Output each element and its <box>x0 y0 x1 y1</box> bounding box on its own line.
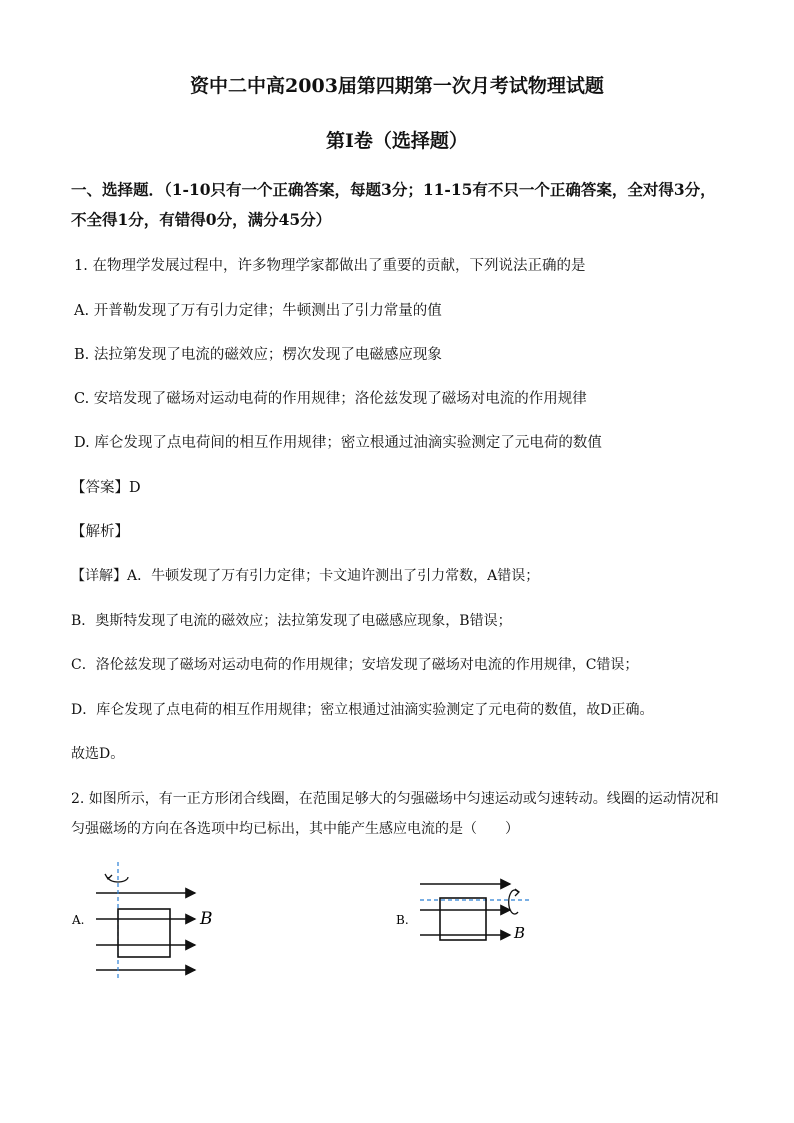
question-1-conclusion: 故选D。 <box>71 746 125 762</box>
question-1-analysis-label: 【解析】 <box>71 524 129 540</box>
question-1-stem: 1. 在物理学发展过程中，许多物理学家都做出了重要的贡献，下列说法正确的是 <box>74 258 586 274</box>
square-coil <box>118 909 170 957</box>
question-2-stem-line1: 2. 如图所示，有一正方形闭合线圈，在范围足够大的匀强磁场中匀速运动或匀速转动。线圈的运动情况和 <box>71 791 719 807</box>
figure-b-label: B. <box>396 913 409 927</box>
question-1-option-a: A. 开普勒发现了万有引力定律；牛顿测出了引力常量的值 <box>74 303 442 319</box>
question-1-answer: 【答案】D <box>71 480 141 496</box>
question-1-detail-a: 【详解】A．牛顿发现了万有引力定律；卡文迪许测出了引力常数，A错误； <box>71 568 540 584</box>
question-2-stem-line2: 匀强磁场的方向在各选项中均已标出，其中能产生感应电流的是（ ） <box>71 821 519 837</box>
section-instructions-line1: 一、选择题．（1-10只有一个正确答案，每题3分；11-15有不只一个正确答案，全对得3分， <box>71 180 716 199</box>
question-1-detail-c: C．洛伦兹发现了磁场对运动电荷的作用规律；安培发现了磁场对电流的作用规律，C错误； <box>71 657 639 673</box>
figure-a-label: A. <box>72 913 85 927</box>
question-1-detail-b: B．奥斯特发现了电流的磁效应；法拉第发现了电磁感应现象，B错误； <box>71 613 512 629</box>
page-title: 资中二中高2003届第四期第一次月考试物理试题 <box>190 75 604 97</box>
section-instructions-line2: 不全得1分，有错得0分，满分45分） <box>71 210 332 229</box>
square-coil <box>440 898 486 940</box>
figure-b <box>390 870 550 970</box>
question-1-option-c: C. 安培发现了磁场对运动电荷的作用规律；洛伦兹发现了磁场对电流的作用规律 <box>74 391 587 407</box>
page-subtitle: 第Ⅰ卷（选择题） <box>326 130 468 152</box>
field-label-b: B <box>514 924 526 942</box>
question-1-option-d: D. 库仑发现了点电荷间的相互作用规律；密立根通过油滴实验测定了元电荷的数值 <box>74 435 602 451</box>
field-label-b: B <box>200 909 213 929</box>
question-1-detail-d: D．库仑发现了点电荷的相互作用规律；密立根通过油滴实验测定了元电荷的数值，故D正确。 <box>71 702 654 718</box>
question-1-option-b: B. 法拉第发现了电流的磁效应；楞次发现了电磁感应现象 <box>74 347 442 363</box>
figure-a <box>60 860 230 985</box>
